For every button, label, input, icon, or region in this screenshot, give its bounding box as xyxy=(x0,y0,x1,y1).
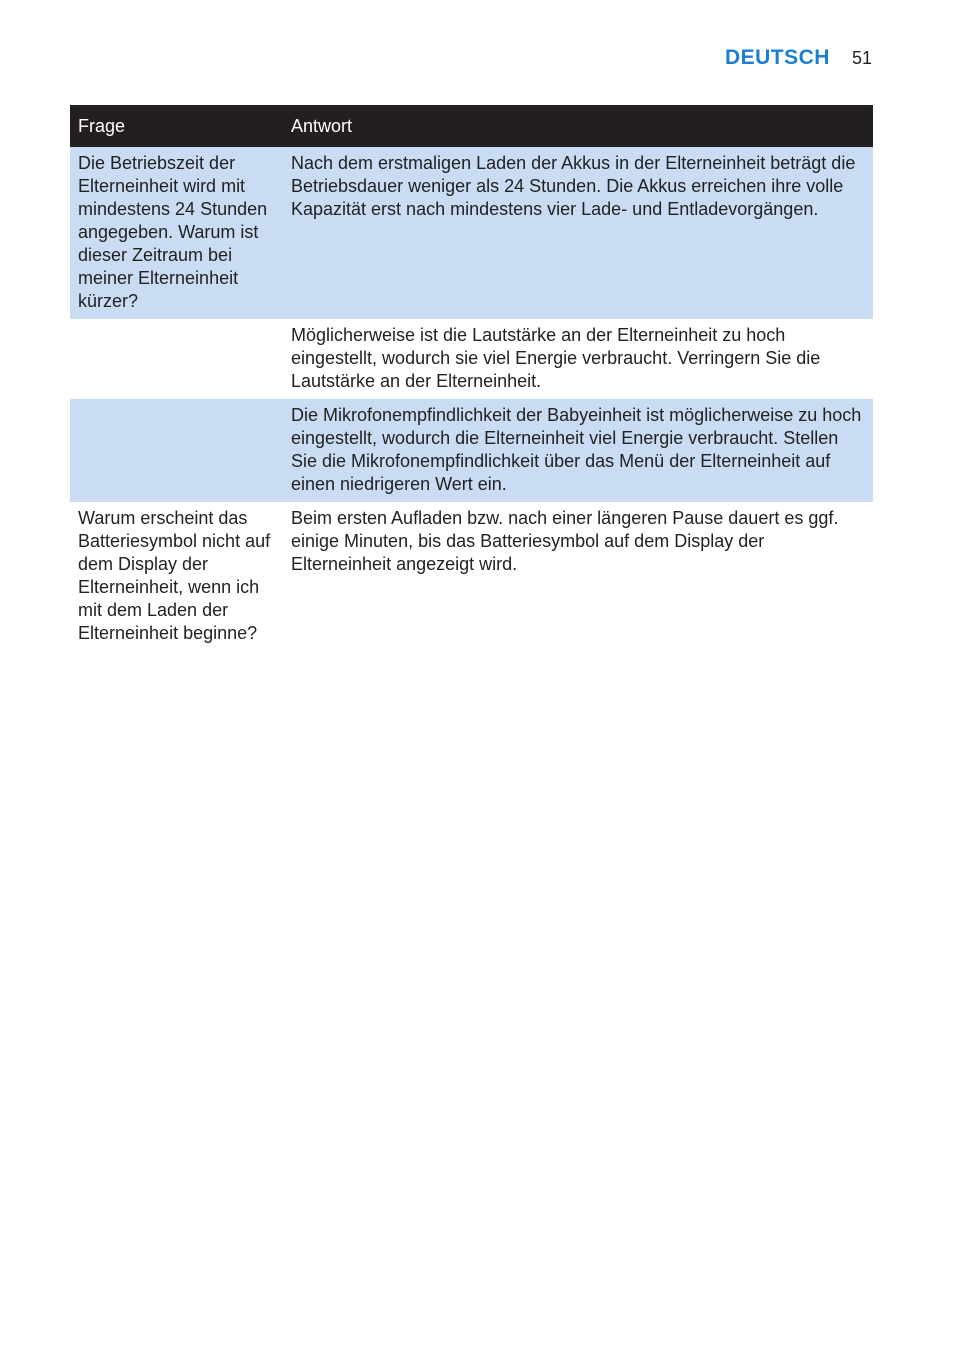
table-row xyxy=(70,502,873,652)
answer-cell: Die Mikrofonempfindlichkeit der Babyeinheit ist möglicherweise zu hoch eingestellt, wodurch die Elterneinheit viel Energie verbraucht. Stellen Sie die Mikrofonempfindlichkeit über das Menü der Elterneinheit auf einen niedrigeren Wert ein. xyxy=(283,399,873,502)
question-cell xyxy=(70,399,283,502)
answer-cell: Beim ersten Aufladen bzw. nach einer längeren Pause dauert es ggf. einige Minuten, bis das Batteriesymbol auf dem Display der Elterneinheit angezeigt wird. xyxy=(291,508,839,574)
table-row xyxy=(70,147,873,319)
question-cell xyxy=(70,319,283,399)
column-header-question: Frage xyxy=(70,105,283,147)
language-label: DEUTSCH xyxy=(724,46,830,69)
answer-cell: Nach dem erstmaligen Laden der Akkus in der Elterneinheit beträgt die Betriebsdauer weniger als 24 Stunden. Die Akkus erreichen ihre volle Kapazität erst nach mindestens vier Lade- und Entladevorgängen. xyxy=(283,147,873,319)
page-header xyxy=(725,46,872,70)
question-cell: Warum erscheint das Batteriesymbol nicht auf dem Display der Elterneinheit, wenn ich mit dem Laden der Elterneinheit beginne? xyxy=(78,508,271,643)
table-header-row xyxy=(70,105,873,147)
answer-cell: Möglicherweise ist die Lautstärke an der Elterneinheit zu hoch eingestellt, wodurch sie viel Energie verbraucht. Verringern Sie die Lautstärke an der Elterneinheit. xyxy=(291,325,821,391)
table-row xyxy=(70,399,873,502)
table-row xyxy=(70,319,873,399)
page-number: 51 xyxy=(851,48,872,68)
question-cell: Die Betriebszeit der Elterneinheit wird mit mindestens 24 Stunden angegeben. Warum ist dieser Zeitraum bei meiner Elterneinheit kürzer? xyxy=(70,147,283,319)
column-header-answer: Antwort xyxy=(283,105,873,147)
faq-table xyxy=(70,105,873,652)
